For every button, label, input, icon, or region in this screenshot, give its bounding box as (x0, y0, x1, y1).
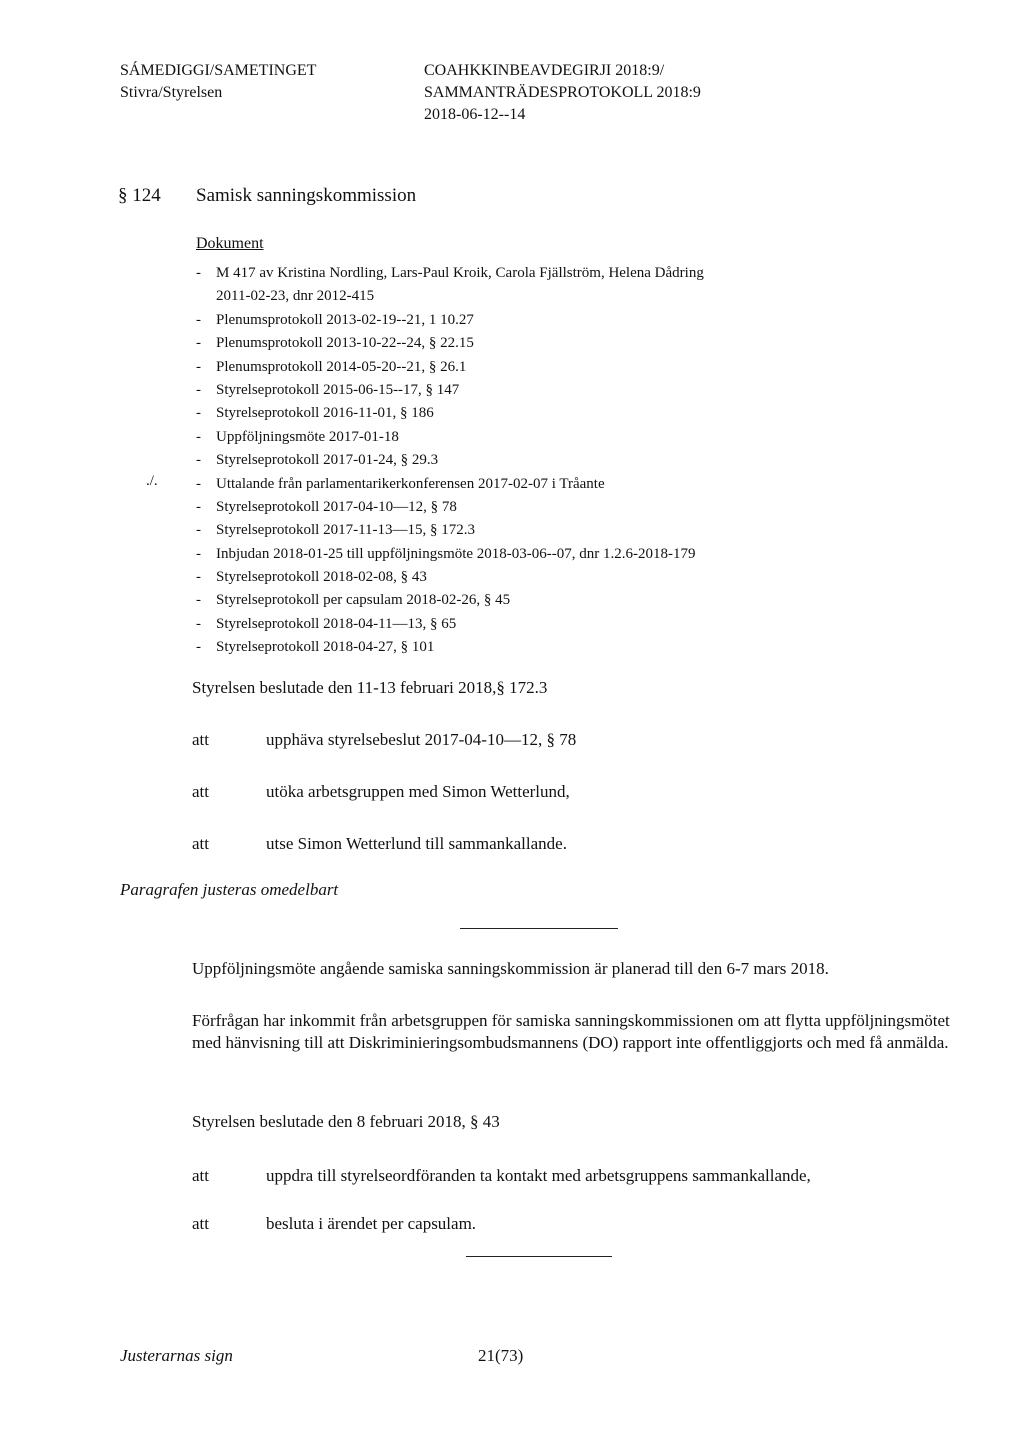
list-item-text: Plenumsprotokoll 2013-02-19--21, 1 10.27 (216, 311, 474, 328)
protocol-title-swedish: SAMMANTRÄDESPROTOKOLL 2018:9 (424, 84, 701, 101)
att-label: att (192, 782, 209, 801)
list-item-text: Styrelseprotokoll 2018-02-08, § 43 (216, 569, 427, 586)
signature-label: Justerarnas sign (120, 1346, 233, 1365)
list-item-text-continued: 2011-02-23, dnr 2012-415 (216, 288, 375, 305)
list-item (196, 543, 704, 566)
decision-intro: Styrelsen beslutade den 11-13 februari 2018,§ 172.3 (192, 678, 548, 697)
list-item (196, 426, 704, 449)
list-item-text: Styrelseprotokoll 2017-11-13—15, § 172.3 (216, 522, 476, 539)
list-dash: - (196, 569, 201, 586)
list-dash: - (196, 498, 201, 515)
list-dash: - (196, 265, 201, 281)
list-dash: - (196, 358, 201, 375)
meeting-date: 2018-06-12--14 (424, 106, 526, 123)
list-item (196, 566, 704, 589)
list-item-text: Uttalande från parlamentarikerkonferensen 2017-02-07 i Tråante (216, 475, 605, 492)
meeting-plan-paragraph: Uppföljningsmöte angående samiska sanningskommission är planerad till den 6-7 mars 2018. (192, 959, 829, 978)
list-item (196, 636, 704, 659)
att-label: att (192, 1214, 209, 1233)
decision-point: uppdra till styrelseordföranden ta kontakt med arbetsgruppens sammankallande, (266, 1166, 811, 1185)
decision-point: utse Simon Wetterlund till sammankallande. (266, 834, 567, 853)
list-item (196, 589, 704, 612)
decision-point: besluta i ärendet per capsulam. (266, 1214, 477, 1233)
list-item-text: M 417 av Kristina Nordling, Lars-Paul Kroik, Carola Fjällström, Helena Dådring (216, 265, 704, 281)
list-item (196, 613, 704, 636)
adjustment-note: Paragrafen justeras omedelbart (120, 880, 339, 899)
list-item (196, 449, 704, 472)
list-dash: - (196, 475, 201, 492)
document-list (196, 262, 704, 660)
list-item (196, 496, 704, 519)
divider-line (466, 1256, 612, 1257)
decision-point: upphäva styrelsebeslut 2017-04-10—12, § 78 (266, 730, 577, 749)
att-label: att (192, 834, 209, 853)
request-paragraph: Förfrågan har inkommit från arbetsgruppen för samiska sanningskommissionen om att flytta uppföljningsmötet med hänvisning till att Diskriminieringsombudsmannens (DO) rapport inte offentliggjorts och med få anmälda. (192, 1011, 950, 1052)
list-item-text: Styrelseprotokoll 2015-06-15--17, § 147 (216, 381, 460, 398)
list-item (196, 519, 704, 542)
organization-name: SÁMEDIGGI/SAMETINGET (120, 62, 317, 79)
board-name: Stivra/Styrelsen (120, 84, 223, 101)
page-number: 21(73) (478, 1346, 524, 1365)
list-dash: - (196, 428, 201, 445)
list-item-text: Inbjudan 2018-01-25 till uppföljningsmöte 2018-03-06--07, dnr 1.2.6-2018-179 (216, 545, 696, 562)
list-dash: - (196, 405, 201, 422)
section-title: Samisk sanningskommission (196, 185, 417, 206)
list-item-text: Styrelseprotokoll 2016-11-01, § 186 (216, 405, 434, 422)
list-item-text: Plenumsprotokoll 2014-05-20--21, § 26.1 (216, 358, 467, 375)
list-dash: - (196, 545, 201, 562)
list-dash: - (196, 615, 201, 632)
list-item (196, 379, 704, 402)
list-item (196, 356, 704, 379)
list-item-text: Uppföljningsmöte 2017-01-18 (216, 428, 399, 445)
list-item-text: Styrelseprotokoll 2018-04-27, § 101 (216, 639, 435, 656)
list-dash: - (196, 592, 201, 609)
list-item-text: Styrelseprotokoll 2017-04-10—12, § 78 (216, 498, 457, 515)
list-item (196, 262, 704, 309)
section-number: § 124 (118, 185, 161, 206)
list-item (196, 309, 704, 332)
list-item-text: Styrelseprotokoll per capsulam 2018-02-26, § 45 (216, 592, 511, 609)
list-item (196, 402, 704, 425)
attachment-marker: ./. (146, 473, 158, 489)
list-dash: - (196, 452, 201, 469)
list-item-text: Plenumsprotokoll 2013-10-22--24, § 22.15 (216, 335, 474, 352)
decision-intro: Styrelsen beslutade den 8 februari 2018, § 43 (192, 1112, 500, 1131)
att-label: att (192, 730, 209, 749)
protocol-title: COAHKKINBEAVDEGIRJI 2018:9/ (424, 62, 665, 79)
list-dash: - (196, 381, 201, 398)
att-label: att (192, 1166, 209, 1185)
list-dash: - (196, 335, 201, 352)
list-item-text: Styrelseprotokoll 2018-04-11—13, § 65 (216, 615, 457, 632)
decision-point: utöka arbetsgruppen med Simon Wetterlund, (266, 782, 570, 801)
list-dash: - (196, 522, 201, 539)
list-item (196, 332, 704, 355)
list-item (196, 473, 704, 496)
documents-label: Dokument (196, 235, 264, 252)
list-item-text: Styrelseprotokoll 2017-01-24, § 29.3 (216, 452, 439, 469)
list-dash: - (196, 639, 201, 656)
list-dash: - (196, 311, 201, 328)
divider-line (460, 928, 618, 929)
